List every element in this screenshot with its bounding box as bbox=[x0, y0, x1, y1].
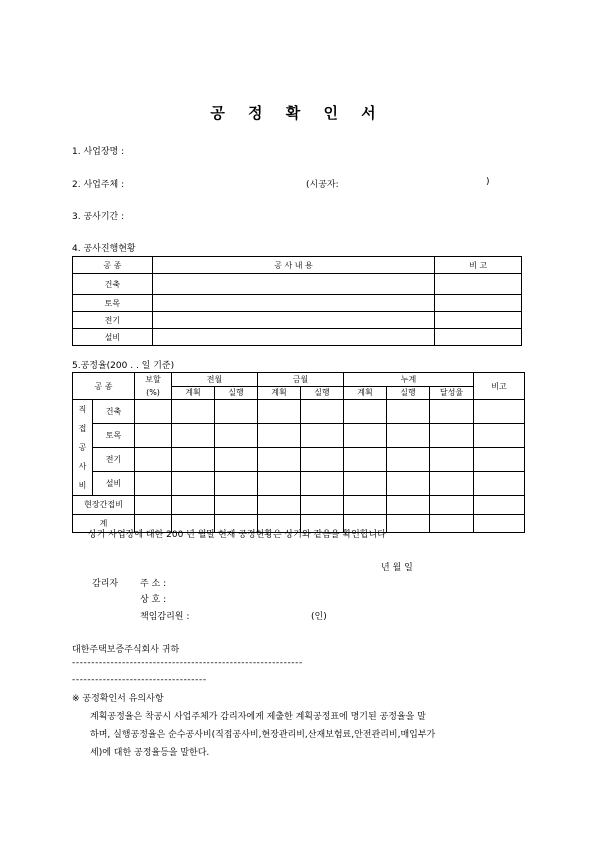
table2-cell[interactable] bbox=[430, 514, 474, 533]
table2-cell[interactable] bbox=[258, 424, 301, 448]
table1-header-type: 공 종 bbox=[73, 257, 153, 274]
table1-cell[interactable] bbox=[152, 329, 434, 346]
table2-header-this-month: 금월 bbox=[258, 373, 344, 387]
table2-cell[interactable] bbox=[301, 472, 344, 496]
table2-cell[interactable] bbox=[172, 424, 215, 448]
table2-cell[interactable] bbox=[344, 472, 387, 496]
contractor-close: ) bbox=[486, 177, 490, 187]
divider-line: ------------------------------------------------------------ bbox=[72, 658, 303, 668]
table2-cell[interactable] bbox=[344, 448, 387, 472]
direct-char: 공 bbox=[78, 443, 87, 452]
table2-subheader-plan: 계획 bbox=[344, 386, 387, 400]
supervisor-address: 주 소 : bbox=[140, 579, 167, 589]
table1-row-label: 전기 bbox=[73, 312, 153, 329]
table2-cell[interactable] bbox=[215, 472, 258, 496]
table2-cell[interactable] bbox=[135, 448, 172, 472]
table2-cell[interactable] bbox=[474, 472, 525, 496]
table2-cell[interactable] bbox=[430, 448, 474, 472]
table2-header-type: 공 종 bbox=[73, 373, 135, 400]
table1-cell[interactable] bbox=[152, 312, 434, 329]
seal-mark: (인) bbox=[311, 612, 327, 622]
weight-label: 보할 bbox=[145, 375, 161, 384]
table2-cell[interactable] bbox=[301, 400, 344, 424]
table2-cell[interactable] bbox=[344, 400, 387, 424]
period-field: 3. 공사기간 : bbox=[72, 212, 125, 222]
table2-header-prev-month: 전월 bbox=[172, 373, 258, 387]
direct-char: 직 bbox=[78, 405, 87, 414]
table2-subheader-actual: 실행 bbox=[387, 386, 430, 400]
table2-cell[interactable] bbox=[387, 472, 430, 496]
table2-cell[interactable] bbox=[172, 448, 215, 472]
divider-line: ----------------------------------- bbox=[72, 675, 207, 685]
contractor-field: (시공자: bbox=[306, 180, 339, 190]
notes-text: 세)에 대한 공정율등을 말한다. bbox=[90, 748, 210, 758]
table2-subheader-plan: 계획 bbox=[172, 386, 215, 400]
table2-cell[interactable] bbox=[387, 400, 430, 424]
table2-subheader-actual: 실행 bbox=[215, 386, 258, 400]
progress-rate-table bbox=[72, 372, 525, 533]
table2-cell[interactable] bbox=[215, 496, 258, 515]
table2-header-note: 비고 bbox=[474, 373, 525, 400]
table2-cell[interactable] bbox=[474, 400, 525, 424]
table2-cell[interactable] bbox=[387, 496, 430, 515]
table2-subheader-actual: 실행 bbox=[301, 386, 344, 400]
progress-rate-heading: 5.공정율(200 . . 일 기준) bbox=[72, 361, 175, 371]
direct-char: 사 bbox=[78, 462, 87, 471]
table1-cell[interactable] bbox=[435, 329, 522, 346]
table2-cell[interactable] bbox=[430, 424, 474, 448]
table2-cell[interactable] bbox=[258, 448, 301, 472]
table2-cell[interactable] bbox=[387, 514, 430, 533]
table2-cell[interactable] bbox=[172, 472, 215, 496]
table2-cell[interactable] bbox=[172, 400, 215, 424]
table1-header-content: 공 사 내 용 bbox=[152, 257, 434, 274]
page-title: 공 정 확 인 서 bbox=[210, 104, 385, 122]
table2-cell[interactable] bbox=[258, 400, 301, 424]
business-owner-field: 2. 사업주체 : bbox=[72, 180, 125, 190]
table1-row-label: 건축 bbox=[73, 274, 153, 295]
recipient: 대한주택보증주식회사 귀하 bbox=[72, 645, 180, 655]
table2-cell[interactable] bbox=[474, 448, 525, 472]
table1-cell[interactable] bbox=[435, 274, 522, 295]
table1-row-label: 설비 bbox=[73, 329, 153, 346]
date-line: 년 월 일 bbox=[381, 563, 413, 573]
table2-cell[interactable] bbox=[215, 400, 258, 424]
notes-text: 계획공정율은 착공시 사업주체가 감리자에게 제출한 계획공정표에 명기된 공정율을 말 bbox=[90, 712, 426, 722]
table2-cell[interactable] bbox=[430, 400, 474, 424]
table1-cell[interactable] bbox=[152, 295, 434, 312]
table2-cell[interactable] bbox=[172, 496, 215, 515]
supervisor-manager: 책임감리원 : bbox=[140, 612, 190, 622]
table2-cell[interactable] bbox=[135, 424, 172, 448]
progress-status-heading: 4. 공사진행현황 bbox=[72, 244, 136, 254]
table2-row-label: 건축 bbox=[93, 400, 135, 424]
table2-cell[interactable] bbox=[135, 496, 172, 515]
table2-cell[interactable] bbox=[344, 424, 387, 448]
progress-status-table bbox=[72, 256, 522, 346]
table2-row-label: 토목 bbox=[93, 424, 135, 448]
table2-cell[interactable] bbox=[215, 448, 258, 472]
table1-cell[interactable] bbox=[435, 295, 522, 312]
table2-direct-cost-label bbox=[73, 400, 93, 496]
table2-header-cumulative: 누계 bbox=[344, 373, 474, 387]
table2-cell[interactable] bbox=[430, 472, 474, 496]
supervisor-company: 상 호 : bbox=[140, 595, 167, 605]
table2-cell[interactable] bbox=[258, 472, 301, 496]
table2-cell[interactable] bbox=[474, 496, 525, 515]
table2-cell[interactable] bbox=[215, 424, 258, 448]
table2-cell[interactable] bbox=[258, 496, 301, 515]
table2-subheader-plan: 계획 bbox=[258, 386, 301, 400]
table2-cell[interactable] bbox=[301, 496, 344, 515]
table2-cell[interactable] bbox=[301, 448, 344, 472]
table2-cell[interactable] bbox=[387, 448, 430, 472]
table2-cell[interactable] bbox=[135, 472, 172, 496]
table2-cell[interactable] bbox=[387, 424, 430, 448]
table2-cell[interactable] bbox=[430, 496, 474, 515]
table2-cell[interactable] bbox=[301, 424, 344, 448]
table1-cell[interactable] bbox=[152, 274, 434, 295]
confirmation-statement: 상기 사업장에 대한 200 년 월말 현재 공정현황은 상기와 같음을 확인합니다 bbox=[88, 530, 386, 540]
table2-cell[interactable] bbox=[474, 514, 525, 533]
notes-text: 하며, 실행공정율은 순수공사비(직접공사비,현장관리비,산재보험료,안전관리비,매입부가 bbox=[90, 730, 436, 740]
business-name-field: 1. 사업장명 : bbox=[72, 147, 125, 157]
weight-unit: (%) bbox=[146, 388, 160, 397]
table2-total-label: 계 bbox=[73, 514, 135, 533]
table2-header-weight bbox=[135, 373, 172, 400]
table1-header-note: 비 고 bbox=[435, 257, 522, 274]
table2-cell[interactable] bbox=[344, 496, 387, 515]
table2-overhead-label: 현장간접비 bbox=[73, 496, 135, 515]
table2-cell[interactable] bbox=[135, 400, 172, 424]
table2-cell[interactable] bbox=[474, 424, 525, 448]
table1-cell[interactable] bbox=[435, 312, 522, 329]
direct-char: 비 bbox=[78, 481, 87, 490]
notes-title: ※ 공정확인서 유의사항 bbox=[72, 694, 164, 704]
direct-char: 접 bbox=[78, 424, 87, 433]
table2-row-label: 전기 bbox=[93, 448, 135, 472]
table2-row-label: 설비 bbox=[93, 472, 135, 496]
table2-subheader-rate: 달성율 bbox=[430, 386, 474, 400]
table1-row-label: 토목 bbox=[73, 295, 153, 312]
supervisor-label: 감리자 bbox=[92, 579, 119, 589]
